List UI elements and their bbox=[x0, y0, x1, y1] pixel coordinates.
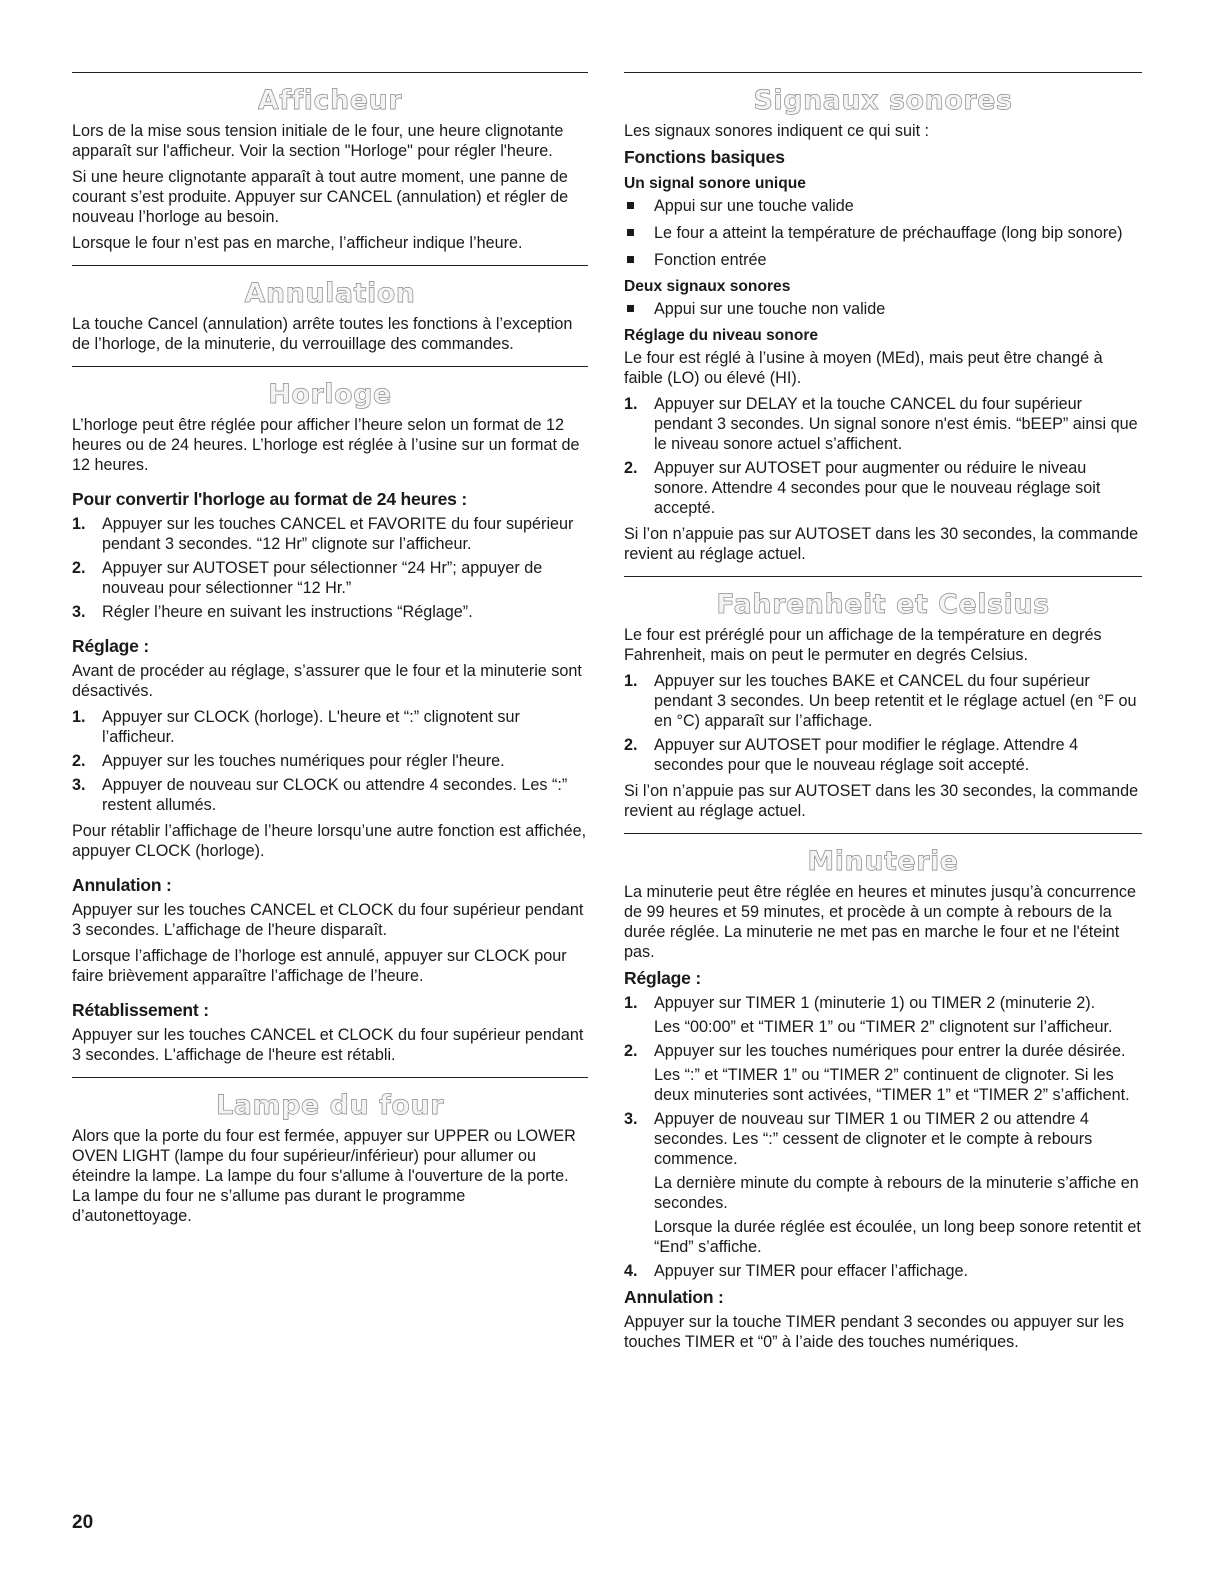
step-number: 4. bbox=[624, 1262, 638, 1280]
section-minuterie bbox=[624, 833, 1142, 1352]
paragraph: Lorsque le four n’est pas en marche, l’afficheur indique l’heure. bbox=[72, 234, 523, 252]
bullet-square-icon bbox=[627, 229, 634, 236]
subheading-deux: Deux signaux sonores bbox=[624, 278, 791, 295]
section-lampe bbox=[72, 1077, 588, 1226]
list-item-text: Appui sur une touche valide bbox=[654, 197, 854, 215]
step-item bbox=[624, 993, 1142, 1037]
bullet-square-icon bbox=[627, 256, 634, 263]
paragraph: Si une heure clignotante apparaît à tout autre moment, une panne de courant s’est produite. Appuyer sur CANCEL (annulation) et régler de nouveau l’horloge au besoin. bbox=[72, 168, 569, 226]
paragraph: Le four est préréglé pour un affichage de la température en degrés Fahrenheit, mais on peut le permuter en degrés Celsius. bbox=[624, 626, 1102, 664]
section-title-fahrenheit: Fahrenheit et Celsius bbox=[716, 589, 1050, 620]
step-number: 1. bbox=[72, 515, 86, 533]
step-note: La dernière minute du compte à rebours de la minuterie s’affiche en secondes. bbox=[654, 1174, 1139, 1212]
step-item bbox=[72, 707, 588, 747]
section-title-signaux: Signaux sonores bbox=[753, 85, 1013, 116]
subheading-convert: Pour convertir l'horloge au format de 24 heures : bbox=[72, 489, 468, 509]
bullet-square-icon bbox=[627, 305, 634, 312]
step-item bbox=[72, 558, 588, 598]
reglage-steps bbox=[72, 707, 588, 815]
paragraph: Si l’on n’appuie pas sur AUTOSET dans les 30 secondes, la commande revient au réglage actuel. bbox=[624, 782, 1139, 820]
page-number: 20 bbox=[72, 1512, 94, 1533]
list-item bbox=[624, 223, 1142, 243]
bullet-square-icon bbox=[627, 202, 634, 209]
paragraph: Le four est réglé à l’usine à moyen (MEd), mais peut être changé à faible (LO) ou élevé (HI). bbox=[624, 349, 1103, 387]
paragraph: Appuyer sur la touche TIMER pendant 3 secondes ou appuyer sur les touches TIMER et “0” à l’aide des touches numériques. bbox=[624, 1313, 1125, 1351]
section-title-minuterie: Minuterie bbox=[807, 846, 959, 877]
step-item bbox=[624, 671, 1142, 731]
step-text: Appuyer sur AUTOSET pour sélectionner “24 Hr”; appuyer de nouveau pour sélectionner “12 Hr.” bbox=[102, 559, 543, 597]
left-column bbox=[72, 72, 588, 1238]
subheading-retablissement: Rétablissement : bbox=[72, 1000, 209, 1020]
step-text: Appuyer de nouveau sur CLOCK ou attendre 4 secondes. Les “:” restent allumés. bbox=[102, 776, 568, 814]
subheading-fonctions: Fonctions basiques bbox=[624, 147, 785, 167]
section-horloge bbox=[72, 366, 588, 1065]
subheading-annulation: Annulation : bbox=[624, 1287, 724, 1307]
step-number: 3. bbox=[624, 1110, 638, 1128]
section-afficheur bbox=[72, 72, 588, 253]
subheading-annulation: Annulation : bbox=[72, 875, 172, 895]
step-item bbox=[624, 735, 1142, 775]
step-number: 3. bbox=[72, 776, 86, 794]
paragraph: Les signaux sonores indiquent ce qui suit : bbox=[624, 122, 930, 140]
step-text: Appuyer sur les touches CANCEL et FAVORITE du four supérieur pendant 3 secondes. “12 Hr” clignote sur l’afficheur. bbox=[102, 515, 574, 553]
minuterie-steps bbox=[624, 993, 1142, 1281]
step-number: 3. bbox=[72, 603, 86, 621]
step-number: 1. bbox=[624, 994, 638, 1012]
step-text: Appuyer sur les touches numériques pour entrer la durée désirée. bbox=[654, 1042, 1126, 1060]
section-title-afficheur: Afficheur bbox=[257, 85, 403, 116]
section-annulation bbox=[72, 265, 588, 354]
step-item bbox=[72, 751, 588, 771]
step-text: Appuyer sur TIMER pour effacer l’affichage. bbox=[654, 1262, 969, 1280]
subheading-reglage: Réglage : bbox=[624, 968, 701, 988]
section-title-lampe: Lampe du four bbox=[216, 1090, 444, 1121]
step-text: Appuyer sur les touches numériques pour régler l'heure. bbox=[102, 752, 505, 770]
step-note: Les “00:00” et “TIMER 1” ou “TIMER 2” clignotent sur l’afficheur. bbox=[654, 1018, 1113, 1036]
section-title-annulation: Annulation bbox=[244, 278, 416, 309]
right-column bbox=[624, 72, 1142, 1364]
step-number: 2. bbox=[72, 559, 86, 577]
list-item bbox=[624, 250, 1142, 270]
step-text: Appuyer sur AUTOSET pour modifier le réglage. Attendre 4 secondes pour que le nouveau réglage soit accepté. bbox=[654, 736, 1079, 774]
step-number: 2. bbox=[624, 459, 638, 477]
step-text: Régler l’heure en suivant les instructions “Réglage”. bbox=[102, 603, 473, 621]
step-number: 1. bbox=[624, 395, 638, 413]
paragraph: Alors que la porte du four est fermée, appuyer sur UPPER ou LOWER OVEN LIGHT (lampe du four supérieur/inférieur) pour allumer ou éteindre la lampe. La lampe du four s'allume à l'ouverture de la porte. La lampe du four ne s’allume pas durant le programme d’autonettoyage. bbox=[72, 1127, 576, 1225]
step-item bbox=[72, 775, 588, 815]
subheading-unique: Un signal sonore unique bbox=[624, 175, 806, 192]
paragraph: Appuyer sur les touches CANCEL et CLOCK du four supérieur pendant 3 secondes. L’affichage de l'heure disparaît. bbox=[72, 901, 584, 939]
step-note: Les “:” et “TIMER 1” ou “TIMER 2” continuent de clignoter. Si les deux minuteries sont activées, “TIMER 1” et “TIMER 2” s’affichent. bbox=[654, 1066, 1130, 1104]
paragraph: La minuterie peut être réglée en heures et minutes jusqu’à concurrence de 99 heures et 59 minutes, et procède à un compte à rebours de la durée réglée. La minuterie ne met pas en marche le four et ne l'éteint pas. bbox=[624, 883, 1137, 961]
step-item bbox=[624, 394, 1142, 454]
step-note: Lorsque la durée réglée est écoulée, un long beep sonore retentit et “End” s’affiche. bbox=[654, 1218, 1141, 1256]
subheading-niveau: Réglage du niveau sonore bbox=[624, 327, 819, 344]
step-number: 2. bbox=[624, 1042, 638, 1060]
paragraph: Lors de la mise sous tension initiale de le four, une heure clignotante apparaît sur l'afficheur. Voir la section "Horloge" pour régler l'heure. bbox=[72, 122, 564, 160]
deux-list bbox=[624, 299, 1142, 319]
list-item bbox=[624, 196, 1142, 216]
step-item bbox=[624, 1041, 1142, 1105]
list-item bbox=[624, 299, 1142, 319]
step-number: 2. bbox=[72, 752, 86, 770]
convert-steps bbox=[72, 514, 588, 622]
paragraph: Avant de procéder au réglage, s’assurer que le four et la minuterie sont désactivés. bbox=[72, 662, 582, 700]
step-item bbox=[624, 1261, 1142, 1281]
paragraph: Appuyer sur les touches CANCEL et CLOCK du four supérieur pendant 3 secondes. L'affichage de l'heure est rétabli. bbox=[72, 1026, 584, 1064]
step-text: Appuyer sur AUTOSET pour augmenter ou réduire le niveau sonore. Attendre 4 secondes pour que le nouveau réglage soit accepté. bbox=[654, 459, 1101, 517]
section-signaux bbox=[624, 72, 1142, 564]
step-text: Appuyer sur CLOCK (horloge). L'heure et “:” clignotent sur l’afficheur. bbox=[102, 708, 520, 746]
step-item bbox=[624, 458, 1142, 518]
paragraph: L’horloge peut être réglée pour afficher l’heure selon un format de 12 heures ou de 24 heures. L’horloge est réglée à l’usine sur un format de 12 heures. bbox=[72, 416, 580, 474]
list-item-text: Le four a atteint la température de préchauffage (long bip sonore) bbox=[654, 224, 1123, 242]
step-number: 1. bbox=[72, 708, 86, 726]
subheading-reglage: Réglage : bbox=[72, 636, 149, 656]
unique-list bbox=[624, 196, 1142, 270]
step-text: Appuyer sur les touches BAKE et CANCEL du four supérieur pendant 3 secondes. Un beep retentit et le réglage actuel (en °F ou en °C) apparaît sur l’affichage. bbox=[654, 672, 1137, 730]
step-item bbox=[72, 514, 588, 554]
section-fahrenheit bbox=[624, 576, 1142, 821]
step-item bbox=[624, 1109, 1142, 1257]
step-item bbox=[72, 602, 588, 622]
fahrenheit-steps bbox=[624, 671, 1142, 775]
step-number: 2. bbox=[624, 736, 638, 754]
paragraph: La touche Cancel (annulation) arrête toutes les fonctions à l’exception de l’horloge, de la minuterie, du verrouillage des commandes. bbox=[72, 315, 573, 353]
section-title-horloge: Horloge bbox=[268, 379, 392, 410]
niveau-steps bbox=[624, 394, 1142, 518]
list-item-text: Appui sur une touche non valide bbox=[654, 300, 886, 318]
step-text: Appuyer sur DELAY et la touche CANCEL du four supérieur pendant 3 secondes. Un signal sonore n'est émis. “bEEP” ainsi que le niveau sonore actuel s’affichent. bbox=[654, 395, 1138, 453]
paragraph: Si l’on n’appuie pas sur AUTOSET dans les 30 secondes, la commande revient au réglage actuel. bbox=[624, 525, 1139, 563]
step-number: 1. bbox=[624, 672, 638, 690]
step-text: Appuyer sur TIMER 1 (minuterie 1) ou TIMER 2 (minuterie 2). bbox=[654, 994, 1096, 1012]
step-text: Appuyer de nouveau sur TIMER 1 ou TIMER 2 ou attendre 4 secondes. Les “:” cessent de clignoter et le compte à rebours commence. bbox=[654, 1110, 1093, 1168]
paragraph: Pour rétablir l’affichage de l’heure lorsqu’une autre fonction est affichée, appuyer CLOCK (horloge). bbox=[72, 822, 587, 860]
list-item-text: Fonction entrée bbox=[654, 251, 767, 269]
paragraph: Lorsque l’affichage de l’horloge est annulé, appuyer sur CLOCK pour faire brièvement apparaître l’affichage de l’heure. bbox=[72, 947, 567, 985]
